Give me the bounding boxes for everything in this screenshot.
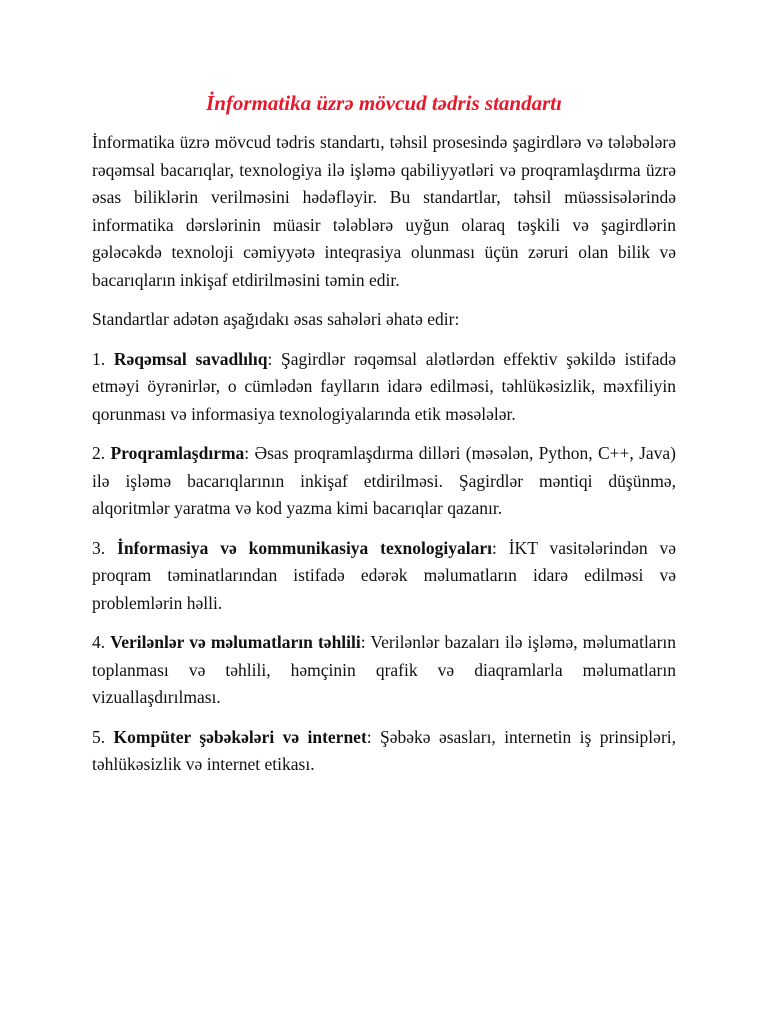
list-item-number: 5. xyxy=(92,726,106,747)
list-item-term: Proqramlaşdırma xyxy=(110,443,245,464)
list-item-text: : Əsas proqramlaşdırma dilləri (məsələn, Python, C++, Java) ilə işləmə bacarıqlarının inkişaf etdirilməsi. Şagirdlər məntiqi düşünmə, alqoritmlər yaratma və kod yazma kimi bacarıqlar qazanır. xyxy=(92,443,676,519)
list-item-term: Verilənlər və məlumatların təhlili xyxy=(110,632,361,653)
list-item-text: : Şəbəkə əsasları, internetin iş prinsipləri, təhlükəsizlik və internet etikası. xyxy=(92,726,677,775)
lead-paragraph: Standartlar adətən aşağıdakı əsas sahələri əhatə edir: xyxy=(92,309,460,330)
list-item xyxy=(92,629,676,712)
list-item-term: İnformasiya və kommunikasiya texnologiyaları xyxy=(117,537,492,558)
list-item-number: 1. xyxy=(92,348,106,369)
list-item xyxy=(92,440,676,523)
list-item-text: : Verilənlər bazaları ilə işləmə, məlumatların toplanması və təhlili, həmçinin qrafik və diaqramlarla məlumatların vizuallaşdırılması. xyxy=(92,632,677,708)
document-title: İnformatika üzrə mövcud tədris standartı xyxy=(206,91,562,115)
list-item-text: : İKT vasitələrindən və proqram təminatlarından istifadə edərək məlumatların idarə edilməsi və problemlərin həlli. xyxy=(92,537,677,613)
list-item-term: Kompüter şəbəkələri və internet xyxy=(113,726,367,747)
list-item-term: Rəqəmsal savadlılıq xyxy=(113,348,268,369)
list-item-number: 4. xyxy=(92,632,106,653)
list-item xyxy=(92,535,676,618)
intro-paragraph: İnformatika üzrə mövcud tədris standartı, təhsil prosesində şagirdlərə və tələbələrə rəqəmsal bacarıqlar, texnologiya ilə işləmə qabiliyyətləri və proqramlaşdırma üzrə əsas biliklərin verilməsini hədəfləyir. Bu standartlar, təhsil müəssisələrində informatika dərslərinin müasir tələblərə uyğun olaraq təşkili və şagirdlərin gələcəkdə texnoloji cəmiyyətə inteqrasiya olunması üçün zəruri olan bilik və bacarıqların inkişaf etdirilməsini təmin edir. xyxy=(92,132,676,290)
list-item-text: : Şagirdlər rəqəmsal alətlərdən effektiv şəkildə istifadə etməyi öyrənirlər, o cümlədən faylların idarə edilməsi, təhlükəsizlik, məxfiliyin qorunması və informasiya texnologiyalarında etik məsələlər. xyxy=(92,348,676,424)
list-item-number: 3. xyxy=(92,537,106,558)
list-item-number: 2. xyxy=(92,443,106,464)
list-item xyxy=(92,724,676,779)
list-item xyxy=(92,346,676,429)
